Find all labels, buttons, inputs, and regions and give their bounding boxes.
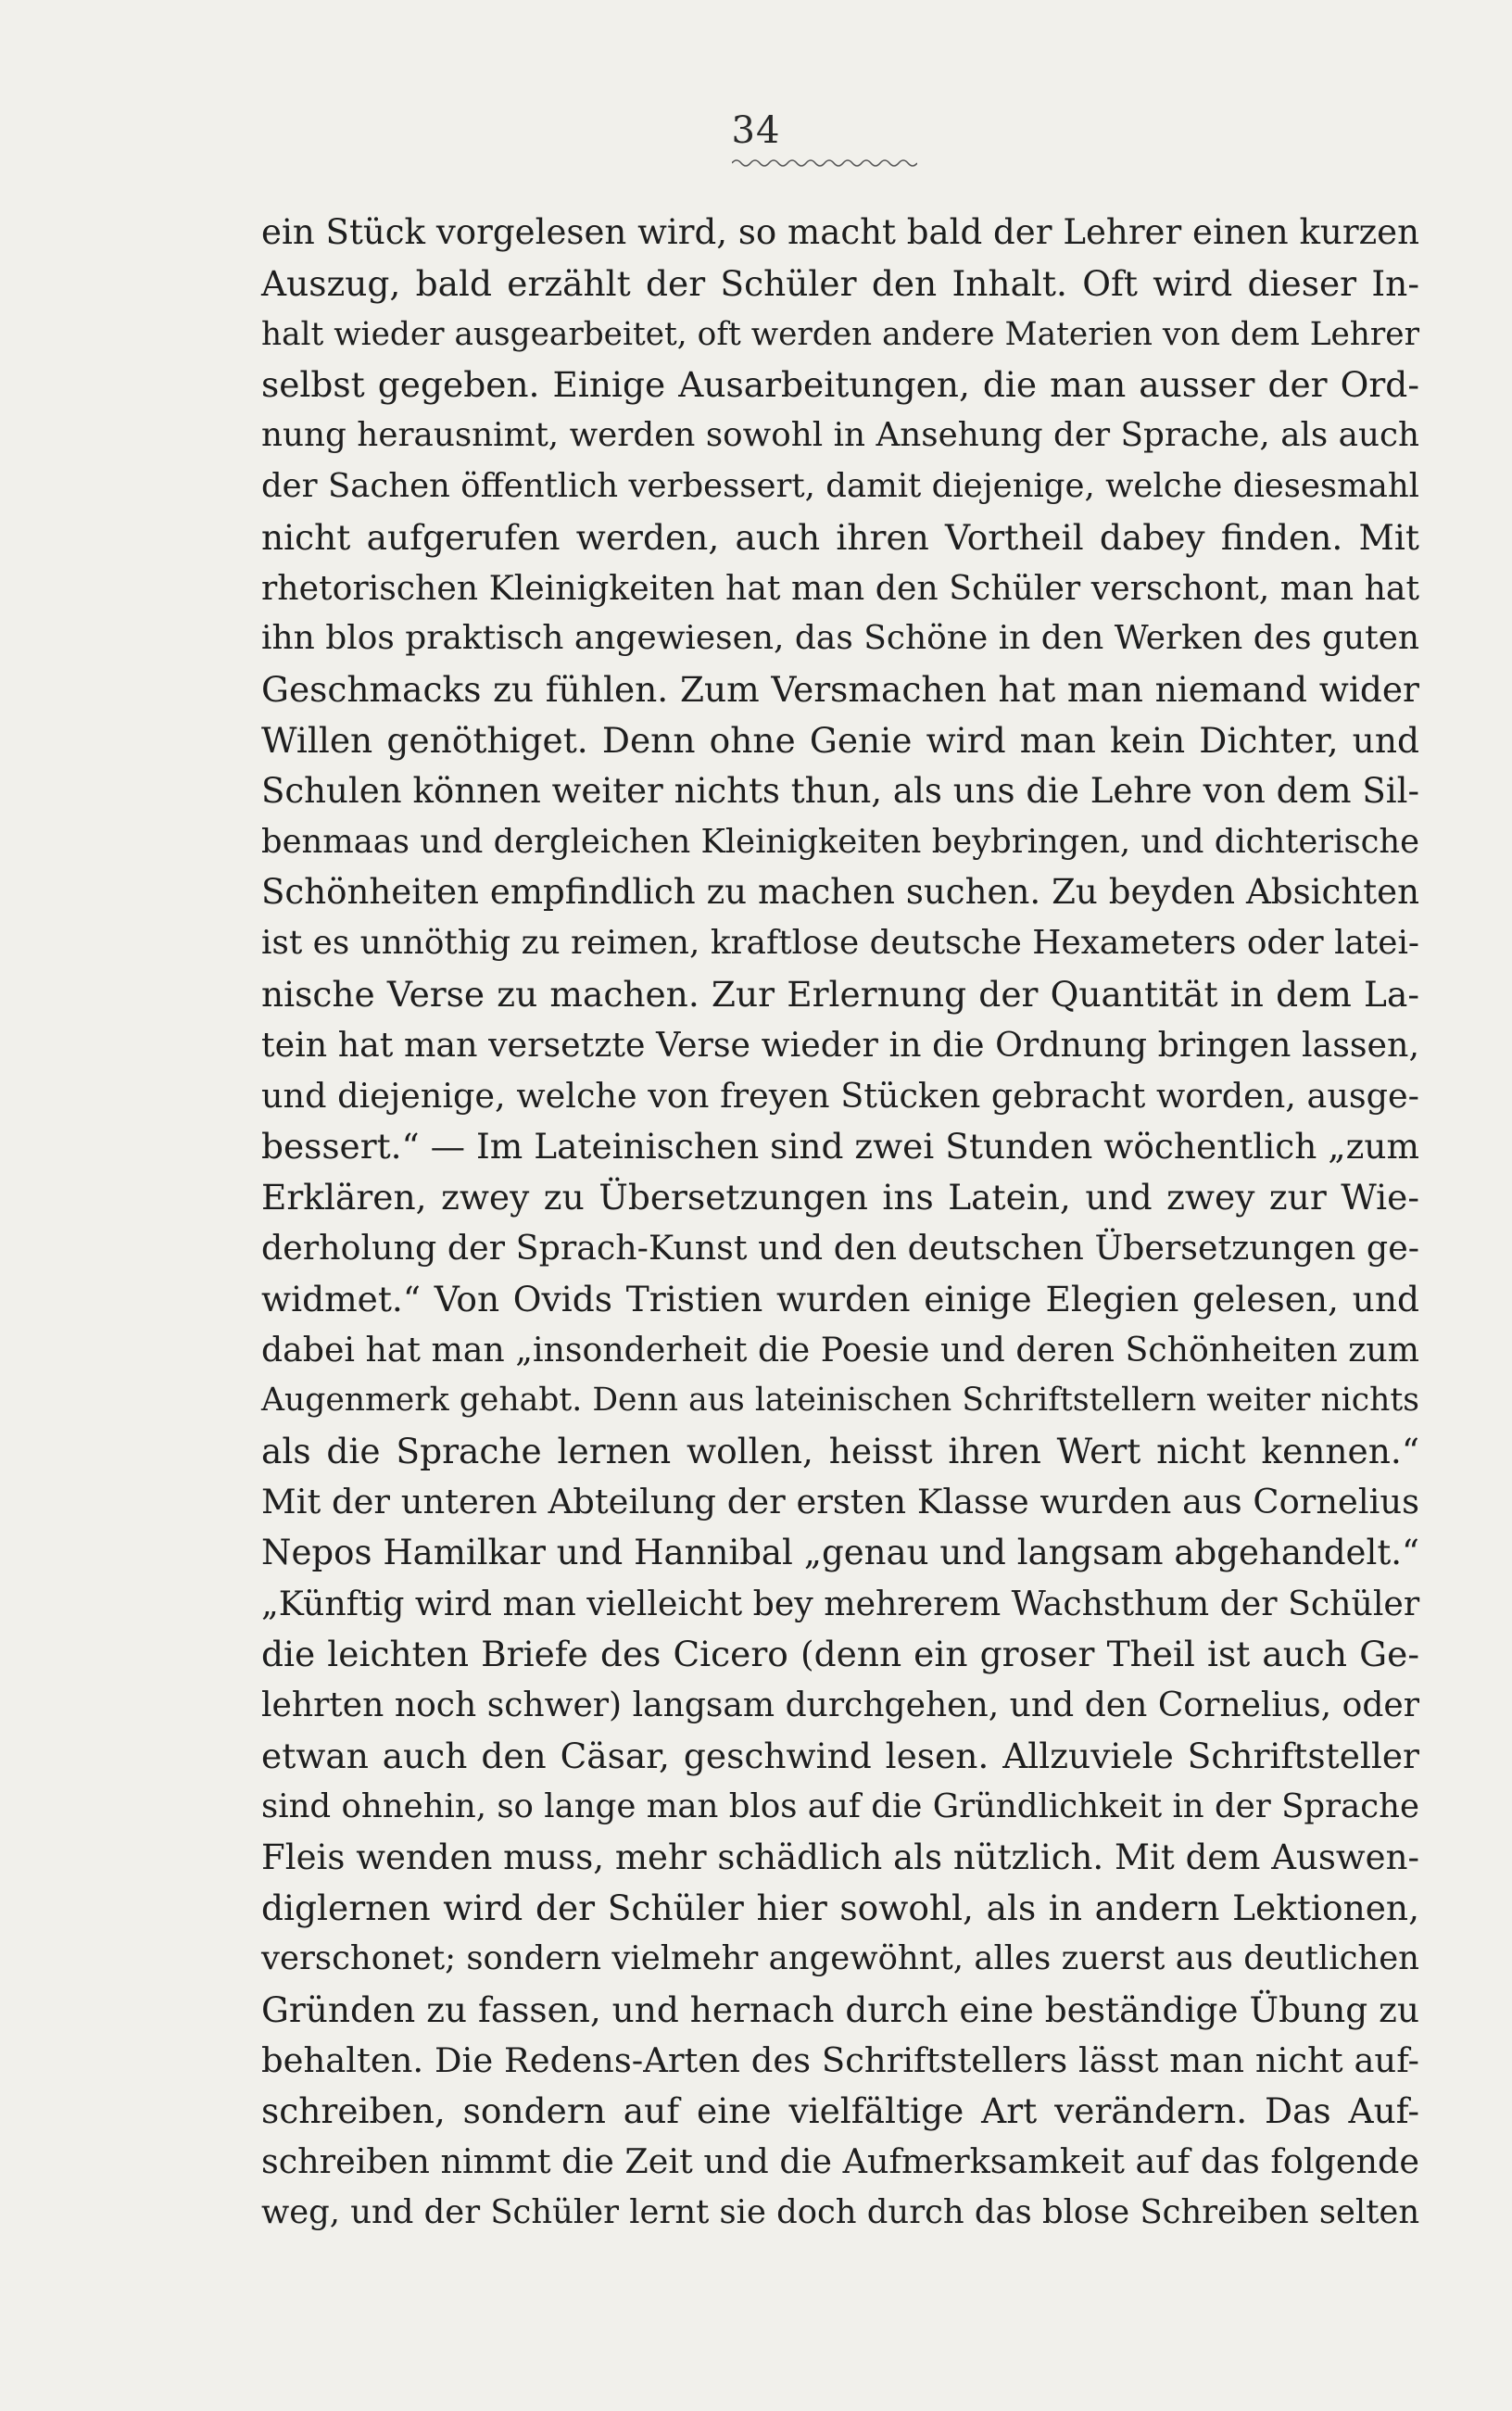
text-line: Mit der unteren Abteilung der ersten Klasse wurden aus Cornelius — [261, 1481, 1419, 1521]
text-line: Schönheiten empfindlich zu machen suchen. Zu beyden Absichten — [261, 872, 1419, 913]
text-line: Auszug, bald erzählt der Schüler den Inhalt. Oft wird dieser In- — [261, 262, 1419, 304]
text-line: Nepos Hamilkar und Hannibal „genau und langsam abgehandelt.“ — [261, 1532, 1419, 1572]
body-text — [261, 208, 1419, 2239]
text-line: nische Verse zu machen. Zur Erlernung der Quantität in dem La- — [261, 973, 1419, 1015]
text-line: und diejenige, welche von freyen Stücken gebracht worden, ausge- — [261, 1075, 1419, 1116]
page-number: 34 — [731, 109, 781, 152]
text-line: Augenmerk gehabt. Denn aus lateinischen Schriftstellern weiter nichts — [261, 1382, 1419, 1420]
text-line: etwan auch den Cäsar, geschwind lesen. Allzuviele Schriftsteller — [261, 1735, 1419, 1776]
text-line: bessert.“ — Im Lateinischen sind zwei Stunden wöchentlich „zum — [261, 1126, 1419, 1168]
text-line: lehrten noch schwer) langsam durchgehen, und den Cornelius, oder — [261, 1685, 1419, 1725]
text-line: benmaas und dergleichen Kleinigkeiten beybringen, und dichterische — [261, 822, 1419, 861]
text-line: Geschmacks zu fühlen. Zum Versmachen hat man niemand wider — [261, 669, 1419, 711]
text-line: schreiben nimmt die Zeit und die Aufmerksamkeit auf das folgende — [261, 2141, 1419, 2182]
text-line: nicht aufgerufen werden, auch ihren Vortheil dabey finden. Mit — [261, 516, 1419, 558]
text-line: rhetorischen Kleinigkeiten hat man den Schüler verschont, man hat — [261, 567, 1419, 608]
wavy-rule-ornament — [732, 156, 917, 170]
text-line: Fleis wenden muss, mehr schädlich als nützlich. Mit dem Auswen- — [261, 1837, 1419, 1877]
text-line: halt wieder ausgearbeitet, oft werden andere Materien von dem Lehrer — [261, 315, 1419, 353]
text-line: tein hat man versetzte Verse wieder in die Ordnung bringen lassen, — [261, 1024, 1419, 1065]
text-line: diglernen wird der Schüler hier sowohl, als in andern Lektionen, — [261, 1887, 1419, 1929]
text-line: Schulen können weiter nichts thun, als uns die Lehre von dem Sil- — [261, 770, 1419, 811]
text-line: die leichten Briefe des Cicero (denn ein groser Theil ist auch Ge- — [261, 1634, 1419, 1675]
text-line: verschonet; sondern vielmehr angewöhnt, alles zuerst aus deutlichen — [261, 1939, 1419, 1978]
text-line: der Sachen öffentlich verbessert, damit diejenige, welche diesesmahl — [261, 466, 1419, 505]
text-line: ein Stück vorgelesen wird, so macht bald der Lehrer einen kurzen — [261, 212, 1419, 252]
text-line: weg, und der Schüler lernt sie doch durch das blose Schreiben selten — [261, 2193, 1420, 2232]
text-line: derholung der Sprach-Kunst und den deutschen Übersetzungen ge- — [261, 1227, 1419, 1268]
text-line: Gründen zu fassen, und hernach durch eine beständige Übung zu — [261, 1988, 1419, 2030]
text-line: als die Sprache lernen wollen, heisst ihren Wert nicht kennen.“ — [261, 1431, 1419, 1472]
text-line: „Künftig wird man vielleicht bey mehrerem Wachsthum der Schüler — [261, 1583, 1420, 1623]
text-line: nung herausnimt, werden sowohl in Ansehung der Sprache, als auch — [261, 416, 1419, 455]
text-line: ihn blos praktisch angewiesen, das Schöne in den Werken des guten — [261, 619, 1419, 658]
text-line: sind ohnehin, so lange man blos auf die Gründlichkeit in der Sprache — [261, 1786, 1419, 1825]
text-line: Erklären, zwey zu Übersetzungen ins Latein, und zwey zur Wie- — [261, 1177, 1419, 1218]
text-line: Willen genöthiget. Denn ohne Genie wird man kein Dichter, und — [261, 719, 1419, 761]
text-line: widmet.“ Von Ovids Tristien wurden einige Elegien gelesen, und — [261, 1278, 1419, 1319]
text-line: selbst gegeben. Einige Ausarbeitungen, die man ausser der Ord- — [261, 364, 1419, 406]
text-line: schreiben, sondern auf eine vielfältige Art verändern. Das Auf- — [261, 2090, 1419, 2132]
text-line: behalten. Die Redens-Arten des Schriftstellers lässt man nicht auf- — [261, 2039, 1419, 2080]
text-line: dabei hat man „insonderheit die Poesie und deren Schönheiten zum — [261, 1329, 1420, 1370]
text-line: ist es unnöthig zu reimen, kraftlose deutsche Hexameters oder latei- — [261, 924, 1419, 963]
bleed-through-mark — [334, 2220, 343, 2253]
